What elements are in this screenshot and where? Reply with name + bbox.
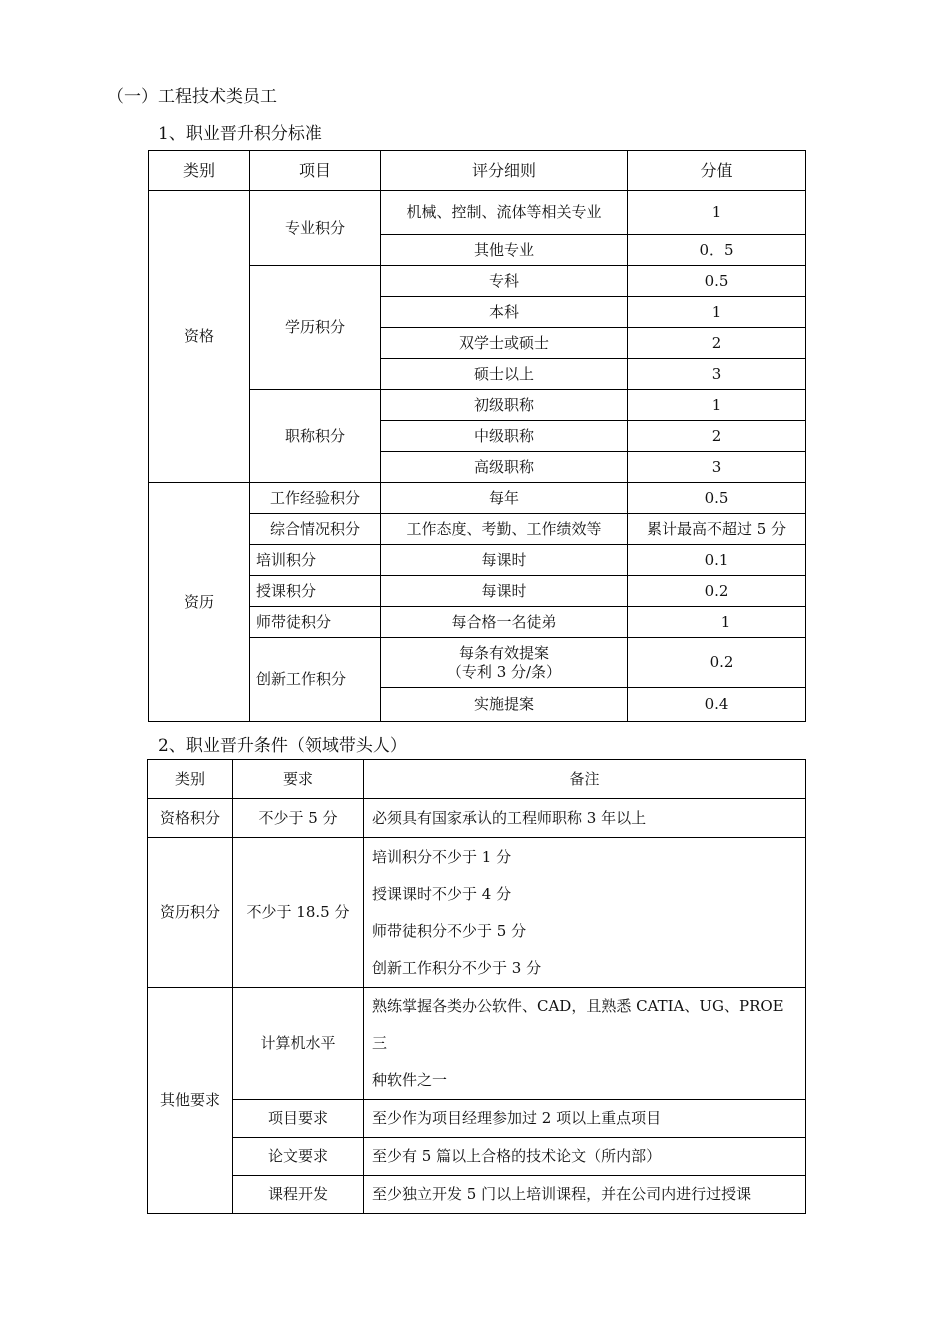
remark-line: 创新工作积分不少于 3 分 — [372, 958, 542, 977]
rule-cell: 实施提案 — [381, 688, 628, 722]
header-rule: 评分细则 — [381, 151, 628, 191]
item-title: 职称积分 — [250, 390, 381, 483]
item-cell: 授课积分 — [250, 576, 381, 607]
category-cell: 资历积分 — [148, 838, 233, 988]
rule-cell: 中级职称 — [381, 421, 628, 452]
item-innovation: 创新工作积分 — [250, 638, 381, 722]
score-cell: 1 — [628, 607, 806, 638]
requirement-cell: 项目要求 — [233, 1100, 364, 1138]
remark-cell: 必须具有国家承认的工程师职称 3 年以上 — [364, 799, 806, 838]
score-cell: 1 — [628, 390, 806, 421]
category-experience: 资历 — [149, 483, 250, 722]
score-cell: 1 — [628, 297, 806, 328]
rule-cell: 高级职称 — [381, 452, 628, 483]
table-row — [149, 191, 806, 235]
rule-cell: 本科 — [381, 297, 628, 328]
table-row — [148, 838, 806, 988]
table-header-row — [148, 760, 806, 799]
requirement-cell: 不少于 5 分 — [233, 799, 364, 838]
score-cell: 2 — [628, 328, 806, 359]
remark-cell — [364, 988, 806, 1100]
requirement-cell: 论文要求 — [233, 1138, 364, 1176]
remark-line: 熟练掌握各类办公软件、CAD，且熟悉 CATIA、UG、PROE 三 — [372, 997, 784, 1052]
section-title: （一）工程技术类员工 — [107, 87, 277, 107]
remark-cell: 至少作为项目经理参加过 2 项以上重点项目 — [364, 1100, 806, 1138]
header-category: 类别 — [148, 760, 233, 799]
header-item: 项目 — [250, 151, 381, 191]
score-cell: 0.2 — [628, 638, 806, 688]
item-education: 学历积分 — [250, 266, 381, 390]
remark-cell — [364, 838, 806, 988]
rule-cell: 每课时 — [381, 545, 628, 576]
score-cell: 0.5 — [628, 266, 806, 297]
item-cell: 培训积分 — [250, 545, 381, 576]
item-major: 专业积分 — [250, 191, 381, 266]
rule-cell: 专科 — [381, 266, 628, 297]
table-row — [149, 483, 806, 514]
table-row — [148, 1100, 806, 1138]
remark-cell: 至少有 5 篇以上合格的技术论文（所内部） — [364, 1138, 806, 1176]
rule-cell: 硕士以上 — [381, 359, 628, 390]
score-cell: 0.2 — [628, 576, 806, 607]
score-cell: 1 — [628, 191, 806, 235]
remark-cell: 至少独立开发 5 门以上培训课程，并在公司内进行过授课 — [364, 1176, 806, 1214]
subsection-title-scoring: 1、职业晋升积分标准 — [158, 124, 322, 144]
category-cell: 其他要求 — [148, 988, 233, 1214]
remark-line: 种软件之一 — [372, 1071, 448, 1089]
score-cell: 3 — [628, 452, 806, 483]
header-requirement: 要求 — [233, 760, 364, 799]
table-row — [148, 799, 806, 838]
rule-cell: 工作态度、考勤、工作绩效等 — [381, 514, 628, 545]
rule-line: （专利 3 分/条） — [446, 662, 562, 681]
score-cell: 0.5 — [628, 483, 806, 514]
item-cell: 综合情况积分 — [250, 514, 381, 545]
remark-line: 培训积分不少于 1 分 — [372, 847, 512, 866]
remark-line: 授课课时不少于 4 分 — [372, 884, 512, 903]
rule-cell: 初级职称 — [381, 390, 628, 421]
rule-cell: 每课时 — [381, 576, 628, 607]
header-category: 类别 — [149, 151, 250, 191]
rule-cell: 其他专业 — [381, 235, 628, 266]
score-cell: 0．5 — [628, 235, 806, 266]
rule-line: 每条有效提案 — [458, 643, 549, 662]
table-row — [148, 1176, 806, 1214]
item-cell: 工作经验积分 — [250, 483, 381, 514]
remark-line: 师带徒积分不少于 5 分 — [372, 921, 527, 940]
score-cell: 0.4 — [628, 688, 806, 722]
score-cell: 3 — [628, 359, 806, 390]
requirement-cell: 课程开发 — [233, 1176, 364, 1214]
table-row — [148, 988, 806, 1100]
category-qualification: 资格 — [149, 191, 250, 483]
score-cell: 累计最高不超过 5 分 — [628, 514, 806, 545]
scoring-standard-table — [148, 150, 806, 722]
header-remarks: 备注 — [364, 760, 806, 799]
requirement-cell: 不少于 18.5 分 — [233, 838, 364, 988]
rule-cell: 双学士或硕士 — [381, 328, 628, 359]
rule-cell: 每年 — [381, 483, 628, 514]
subsection-title-conditions: 2、职业晋升条件（领域带头人） — [158, 736, 407, 756]
score-cell: 0.1 — [628, 545, 806, 576]
requirement-cell: 计算机水平 — [233, 988, 364, 1100]
rule-cell: 每合格一名徒弟 — [381, 607, 628, 638]
table-row — [148, 1138, 806, 1176]
category-cell: 资格积分 — [148, 799, 233, 838]
table-header-row — [149, 151, 806, 191]
header-score: 分值 — [628, 151, 806, 191]
promotion-conditions-table — [147, 759, 806, 1214]
rule-cell: 机械、控制、流体等相关专业 — [381, 191, 628, 235]
score-cell: 2 — [628, 421, 806, 452]
item-cell: 师带徒积分 — [250, 607, 381, 638]
rule-cell — [381, 638, 628, 688]
